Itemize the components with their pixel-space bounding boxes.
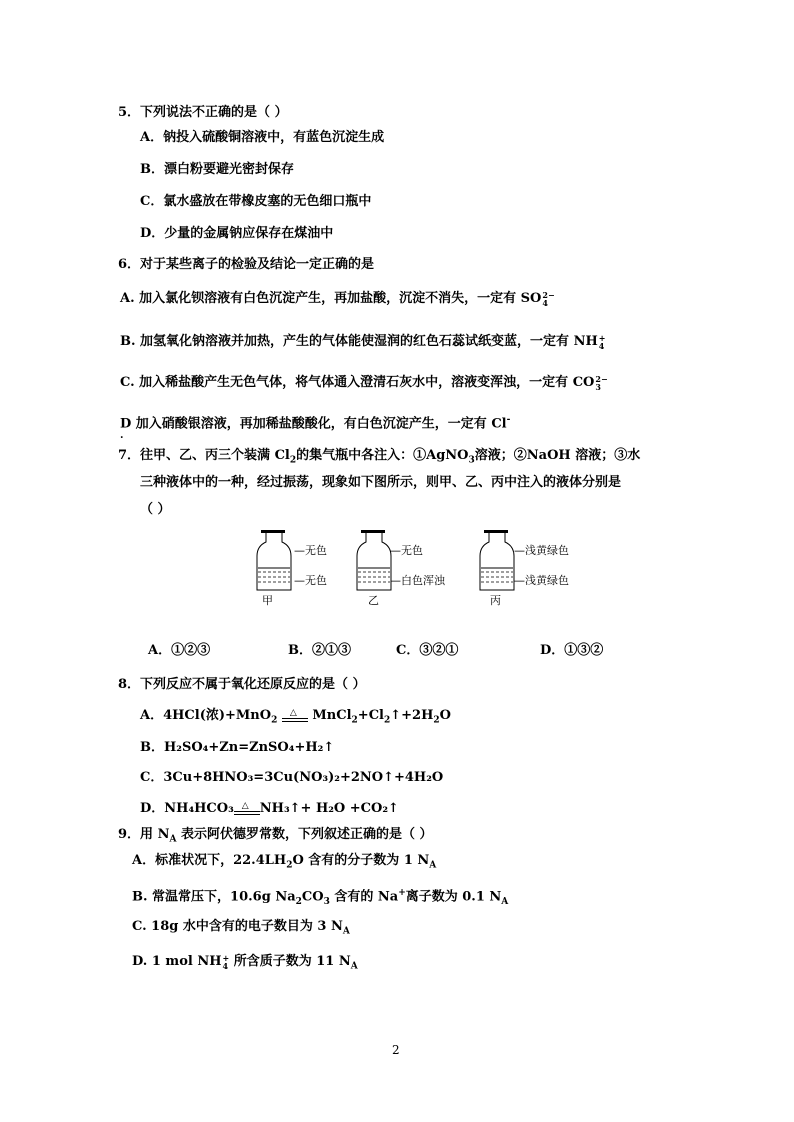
q8-option-d: D．NH₄HCO₃ △ NH₃↑+ H₂O +CO₂↑ [140, 800, 399, 816]
q9-option-a: A．标准状况下，$22.4LH_2O$ 含有的分子数为 1 $N_A$ [132, 853, 437, 871]
bottle-yi-name: 乙 [368, 594, 379, 607]
q7-stem-line2: 三种液体中的一种，经过振荡，现象如下图所示，则甲、乙、丙中注入的液体分别是 [140, 475, 622, 490]
bottle-jia-name: 甲 [262, 594, 273, 607]
q6-option-d: D 加入硝酸银溶液，再加稀盐酸酸化，有白色沉淀产生，一定有 Cl- [120, 415, 511, 432]
q8-option-b: B．H₂SO₄+Zn=ZnSO₄+H₂↑ [140, 740, 335, 755]
q7-option-c: C．③②① [396, 643, 459, 658]
q7-option-b: B．②①③ [288, 643, 351, 658]
q5-stem: 5．下列说法不正确的是（ ） [118, 105, 288, 120]
bottle-yi-bottom-label: —白色浑浊 [390, 574, 445, 587]
ion-charge: 2− 4 [542, 289, 555, 308]
q5-option-b: B．漂白粉要避光密封保存 [140, 162, 294, 177]
q6-option-c: C. 加入稀盐酸产生无色气体，将气体通入澄清石灰水中，溶液变浑浊，一定有 CO 2− 3 [120, 373, 608, 392]
bottle-jia-bottom-label: —无色 [294, 574, 327, 587]
ion-charge: + 4 [222, 952, 230, 971]
ion-charge: + 4 [598, 332, 606, 351]
heating-delta-icon: △ [234, 802, 260, 816]
q6-option-a: A. 加入氯化钡溶液有白色沉淀产生，再加盐酸，沉淀不消失，一定有 SO 2− 4 [120, 289, 555, 308]
q8-option-c: C．3Cu+8HNO₃=3Cu(NO₃)₂+2NO↑+4H₂O [140, 770, 444, 785]
page-number: 2 [392, 1043, 400, 1057]
q7-stem-line3: （ ） [140, 502, 171, 517]
stray-dot: . [120, 430, 124, 441]
q7-stem-line1: 7．往甲、乙、丙三个装满 $Cl_2$的集气瓶中各注入：①AgNO$_3$溶液；②NaOH 溶液；③水 [118, 448, 641, 466]
bottle-bing-name: 丙 [490, 594, 501, 607]
q8-option-a: A．4HCl(浓)+MnO$_2$ △ $MnCl_2+Cl_2↑+2H_2O$ [140, 707, 451, 726]
q5-option-c: C．氯水盛放在带橡皮塞的无色细口瓶中 [140, 194, 372, 209]
q9-option-d: D. 1 mol NH + 4 所含质子数为 11 $N_A$ [132, 952, 358, 972]
q8-stem: 8．下列反应不属于氧化还原反应的是（ ） [118, 677, 366, 692]
bottle-jia-top-label: —无色 [294, 544, 327, 557]
bottle-bing-bottom-label: —浅黄绿色 [514, 574, 569, 587]
q6-stem: 6．对于某些离子的检验及结论一定正确的是 [118, 257, 375, 272]
q9-option-c: C. 18g 水中含有的电子数目为 3 $N_A$ [132, 919, 350, 937]
bottle-yi-top-label: —无色 [390, 544, 423, 557]
bottle-jia-icon [255, 528, 295, 606]
q9-option-b: B. 常温常压下，10.6g $Na_2CO_3$ 含有的 Na+离子数为 0.1 $N_A$ [132, 888, 509, 907]
gas-bottles-diagram [250, 528, 600, 618]
q9-stem: 9．用 $N_A$ 表示阿伏德罗常数，下列叙述正确的是（ ） [118, 827, 433, 845]
q7-option-a: A．①②③ [148, 643, 211, 658]
ion-charge: 2− 3 [595, 373, 608, 392]
q7-option-d: D．①③② [540, 643, 604, 658]
q5-option-a: A．钠投入硫酸铜溶液中，有蓝色沉淀生成 [140, 130, 385, 145]
q6-option-b: B. 加氢氧化钠溶液并加热，产生的气体能使湿润的红色石蕊试纸变蓝，一定有 NH + 4 [120, 332, 606, 351]
heating-delta-icon: △ [282, 709, 308, 723]
bottle-bing-top-label: —浅黄绿色 [514, 544, 569, 557]
q5-option-d: D．少量的金属钠应保存在煤油中 [140, 226, 334, 241]
